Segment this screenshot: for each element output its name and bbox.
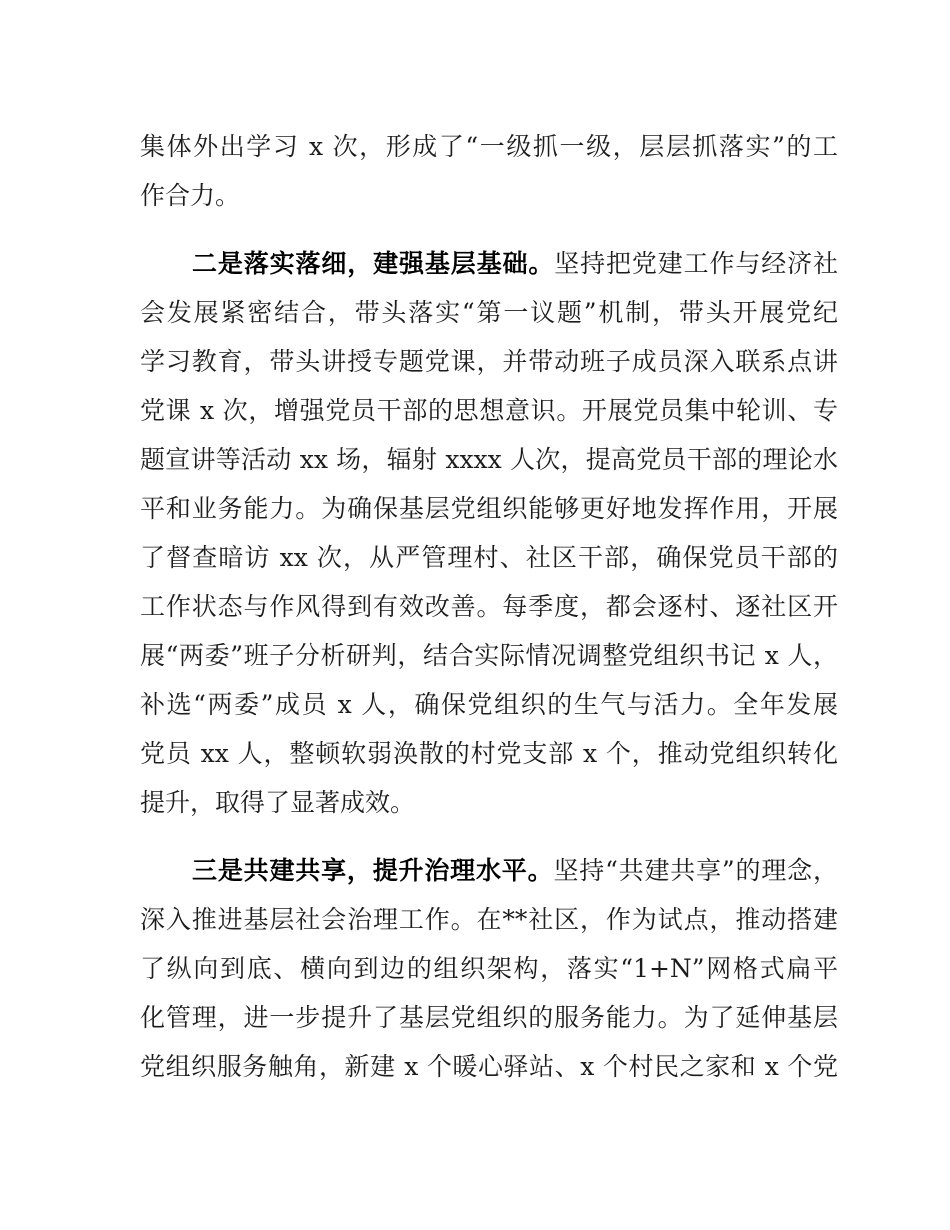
text-line: 作合力。 (140, 181, 241, 210)
text-line: 了督查暗访 xx 次，从严管理村、社区干部，确保党员干部的 (140, 543, 838, 572)
text-line: 学习教育，带头讲授专题党课，并带动班子成员深入联系点讲 (140, 347, 838, 376)
text-line: 化管理，进一步提升了基层党组织的服务能力。为了延伸基层 (140, 1003, 838, 1032)
section-three-heading: 三是共建共享，提升治理水平。 (192, 856, 554, 885)
text-line: 平和业务能力。为确保基层党组织能够更好地发挥作用，开展 (140, 494, 838, 523)
text-line: 了纵向到底、横向到边的组织架构，落实“1+N”网格式扁平 (140, 954, 838, 983)
text-line: 提升，取得了显著成效。 (140, 788, 416, 817)
text-line: 党员 xx 人，整顿软弱涣散的村党支部 x 个，推动党组织转化 (140, 739, 838, 768)
paragraph-section-two (140, 239, 838, 827)
text-line: 党课 x 次，增强党员干部的思想意识。开展党员集中轮训、专 (140, 396, 838, 425)
text-line: 集体外出学习 x 次，形成了“一级抓一级，层层抓落实”的工 (140, 132, 838, 161)
text-line: 党组织服务触角，新建 x 个暖心驿站、x 个村民之家和 x 个党 (140, 1052, 838, 1081)
paragraph-section-three (140, 846, 838, 1091)
text-line: 会发展紧密结合，带头落实“第一议题”机制，带头开展党纪 (140, 298, 838, 327)
text-line: 深入推进基层社会治理工作。在**社区，作为试点，推动搭建 (140, 905, 838, 934)
text-line: 展“两委”班子分析研判，结合实际情况调整党组织书记 x 人， (140, 641, 838, 670)
text-run: 坚持把党建工作与经济社 (554, 249, 838, 278)
text-line: 补选“两委”成员 x 人，确保党组织的生气与活力。全年发展 (140, 690, 838, 719)
text-run: 坚持“共建共享”的理念， (553, 856, 838, 885)
text-line: 工作状态与作风得到有效改善。每季度，都会逐村、逐社区开 (140, 592, 838, 621)
section-two-heading: 二是落实落细，建强基层基础。 (192, 249, 555, 278)
paragraph-continuation (140, 122, 838, 220)
text-line: 题宣讲等活动 xx 场，辐射 xxxx 人次，提高党员干部的理论水 (140, 445, 838, 474)
text-line (140, 846, 838, 895)
text-line (140, 239, 838, 288)
